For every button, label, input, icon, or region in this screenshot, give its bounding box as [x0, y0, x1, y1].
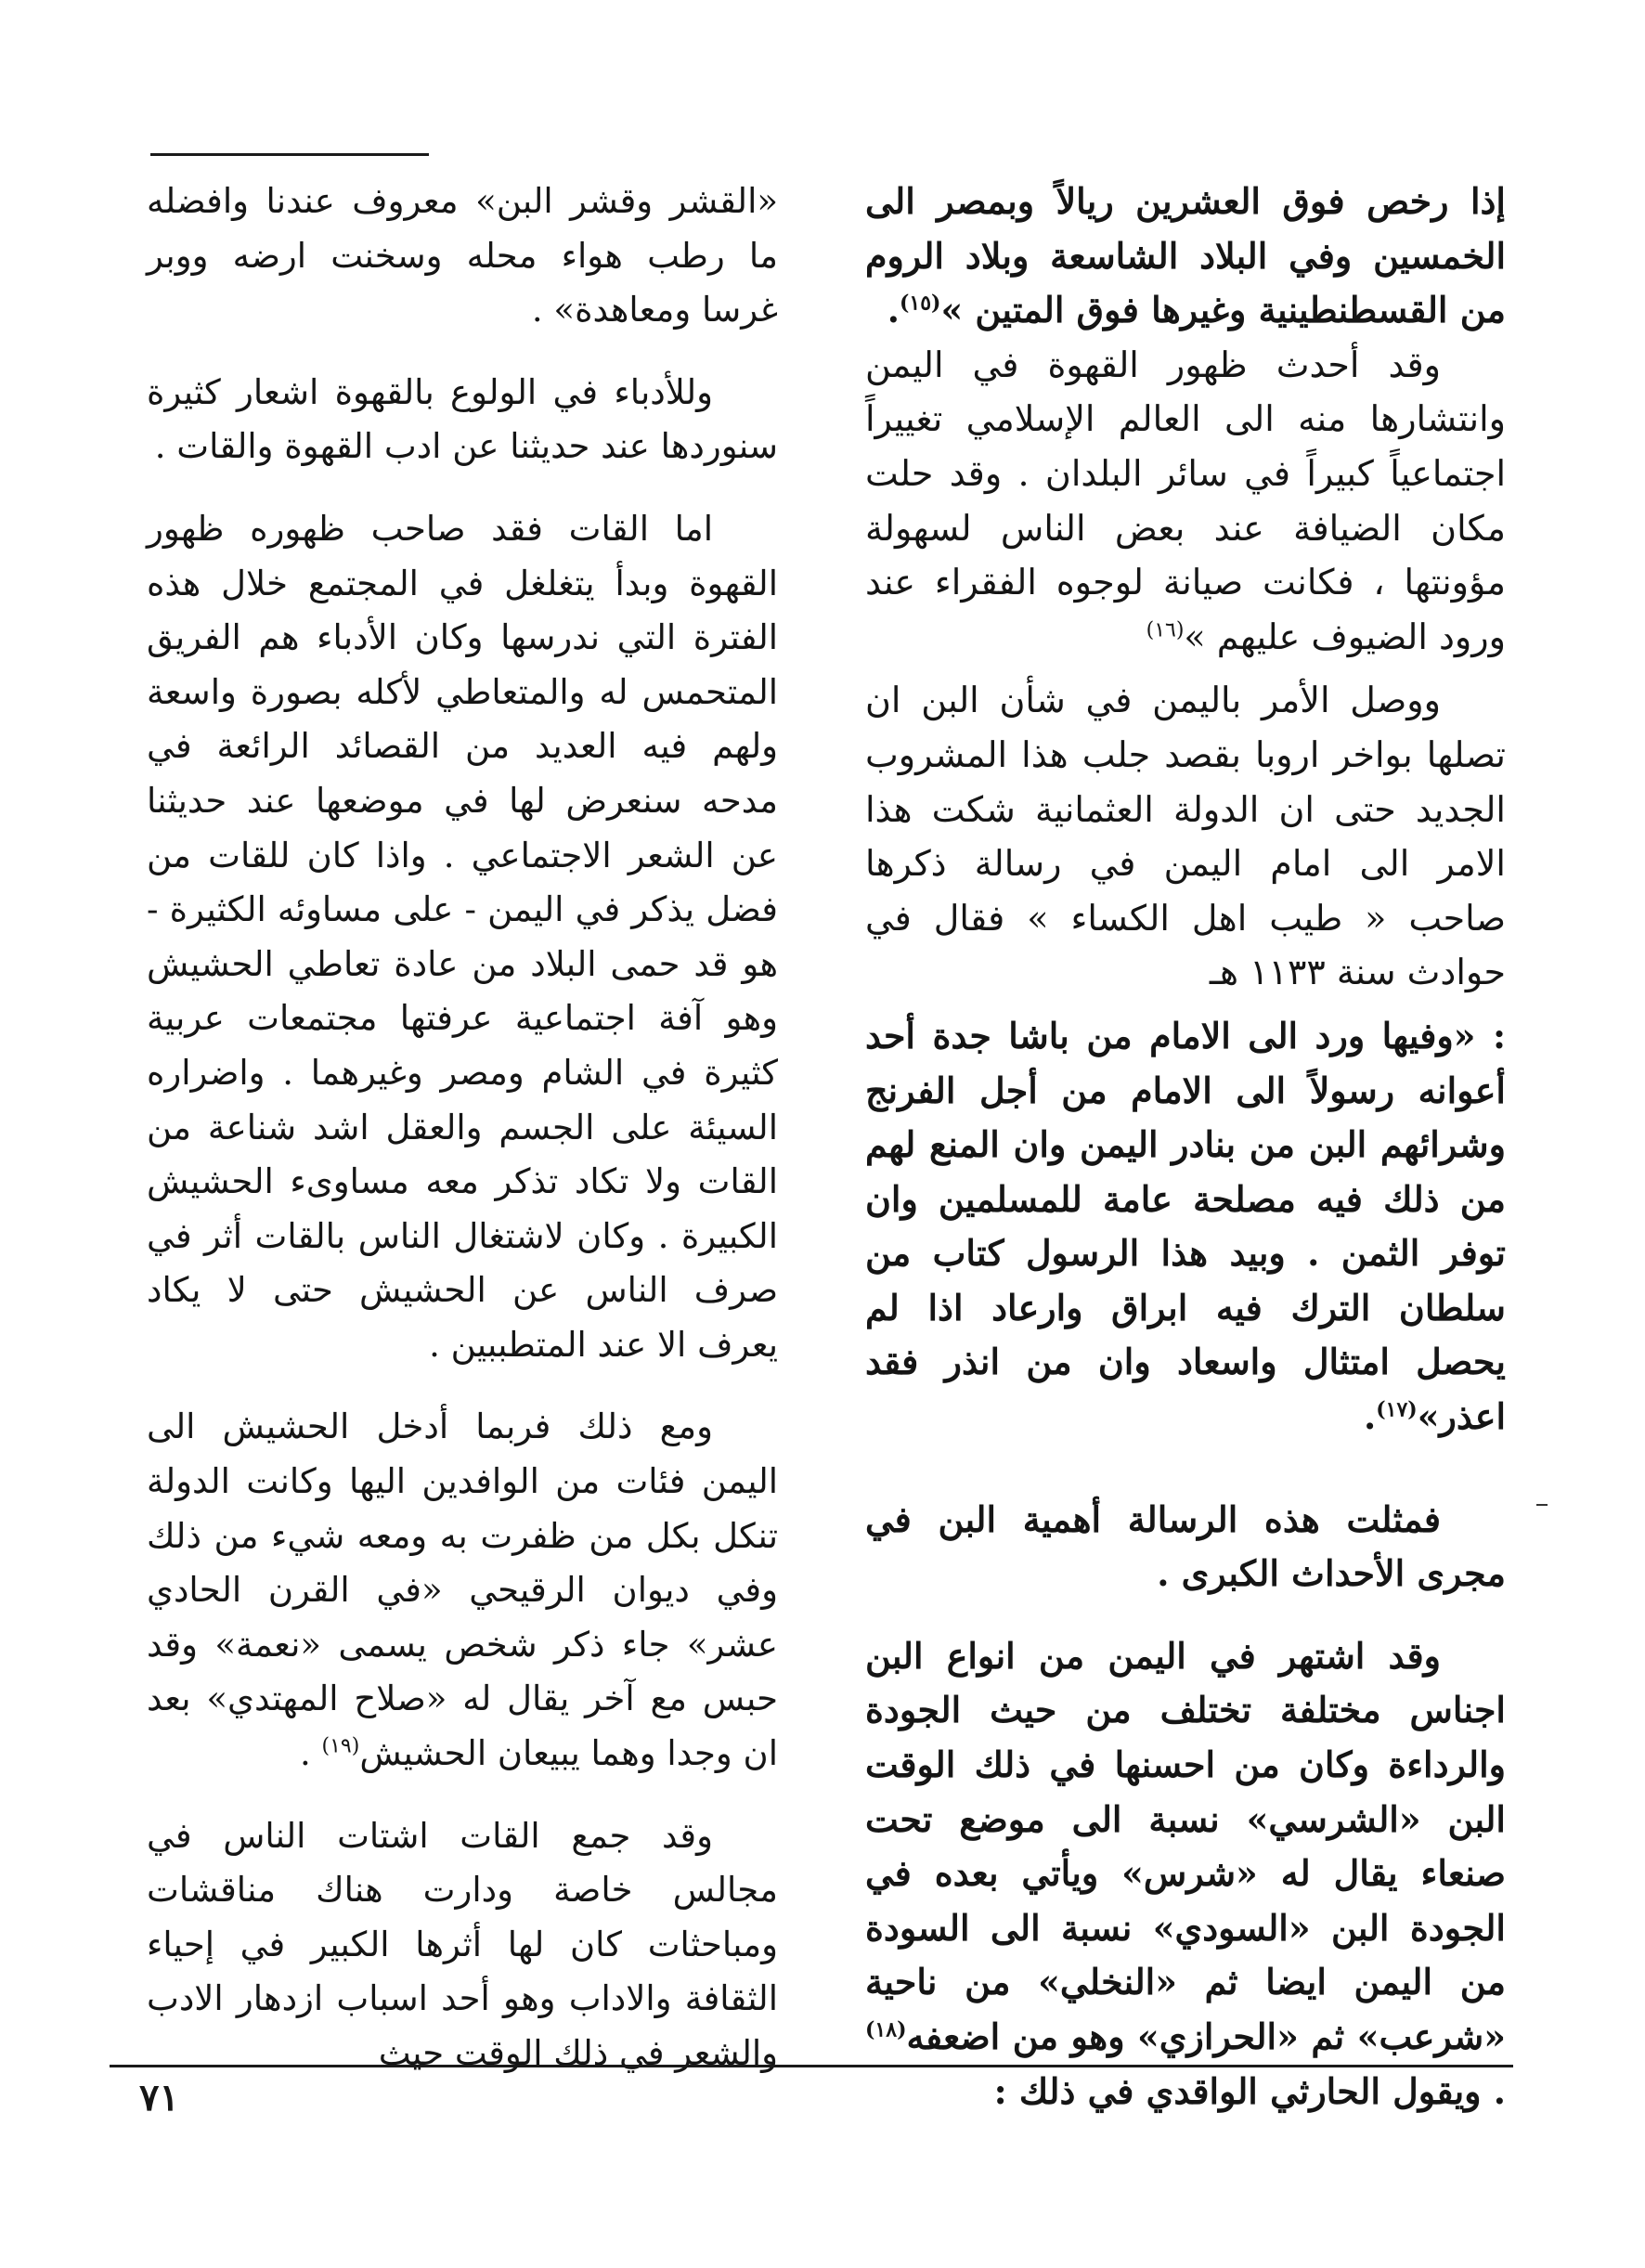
- page-number: ٧١: [139, 2076, 179, 2119]
- right-paragraph-1: إذا رخص فوق العشرين ريالاً وبمصر الى الخمسين وفي البلاد الشاسعة وبلاد الروم من القسطنطينية وغيرها فوق المتين »$^{(١٥)}$.: [865, 180, 1506, 331]
- right-paragraph-3: ووصل الأمر باليمن في شأن البن ان تصلها بواخر اروبا بقصد جلب هذا المشروب الجديد حتى ان الدولة العثمانية شكت هذا الامر الى امام اليمن في رسالة ذكرها صاحب « طيب اهل الكساء » فقال في حوادث سنة ١١٣٣ هـ: [865, 680, 1506, 993]
- top-rule: [150, 153, 429, 156]
- left-paragraph-5: وقد جمع القات اشتات الناس في مجالس خاصة ودارت هناك مناقشات ومباحثات كان لها أثرها الكبير في إحياء الثقافة والاداب وهو أحد اسباب ازدهار الادب والشعر في ذلك الوقت حيث: [147, 1815, 778, 2073]
- footnote-ref-15: (١٥): [899, 291, 941, 316]
- footnote-ref-19: (١٩): [321, 1734, 360, 1758]
- footnote-ref-17: (١٧): [1376, 1397, 1418, 1422]
- footnote-ref-18: (١٨): [865, 2017, 907, 2042]
- right-paragraph-4-quote: : «وفيها ورد الى الامام من باشا جدة أحد أعوانه رسولاً الى الامام من أجل الفرنج وشرائهم البن من بنادر اليمن وان المنع لهم من ذلك فيه مصلحة عامة للمسلمين وان توفر الثمن . وبيد هذا الرسول كتاب من سلطان الترك فيه ابراق وارعاد اذا لم يحصل امتثال واسعاد وان من انذر فقد اعذر»$^{(١٧)}$.: [865, 1014, 1506, 1438]
- left-paragraph-1: «القشر وقشر البن» معروف عندنا وافضله ما رطب هواء محله وسخنت ارضه ووبر غرسا ومعاهدة» .: [147, 181, 778, 330]
- left-column: [147, 175, 778, 2081]
- left-paragraph-3: اما القات فقد صاحب ظهوره ظهور القهوة وبدأ يتغلغل في المجتمع خلال هذه الفترة التي ندرسها وكان الأدباء هم الفريق المتحمس له والمتعاطي لأكله بصورة واسعة ولهم فيه العديد من القصائد الرائعة في مدحه سنعرض لها في موضعها عند حديثنا عن الشعر الاجتماعي . واذا كان للقات من فضل يذكر في اليمن - على مساوئه الكثيرة - هو قد حمى البلاد من عادة تعاطي الحشيش وهو آفة اجتماعية عرفتها مجتمعات عربية كثيرة في الشام ومصر وغيرهما . واضراره السيئة على الجسم والعقل اشد شناعة من القات ولا تكاد تذكر معه مساوىء الحشيش الكبيرة . وكان لاشتغال الناس بالقات أثر في صرف الناس عن الحشيش حتى لا يكاد يعرف الا عند المتطببين .: [147, 508, 778, 1365]
- footnote-ref-16: (١٦): [1146, 618, 1185, 642]
- left-paragraph-2: وللأدباء في الولوع بالقهوة اشعار كثيرة سنوردها عند حديثنا عن ادب القهوة والقات .: [147, 371, 778, 467]
- right-paragraph-5: فمثلت هذه الرسالة أهمية البن في مجرى الأحداث الكبرى .: [865, 1497, 1506, 1595]
- margin-mark: [1536, 1504, 1548, 1506]
- bottom-rule: [110, 2065, 1513, 2067]
- right-column: [865, 175, 1506, 2119]
- left-paragraph-4: ومع ذلك فربما أدخل الحشيش الى اليمن فئات من الوافدين اليها وكانت الدولة تنكل بكل من ظفرت به ومعه شيء من ذلك وفي ديوان الرقيحي «في القرن الحادي عشر» جاء ذكر شخص يسمى «نعمة» وقد حبس مع آخر يقال له «صلاح المهتدي» بعد ان وجدا وهما يبيعان الحشيش$^{(١٩)}$ .: [147, 1406, 778, 1774]
- right-paragraph-6: وقد اشتهر في اليمن من انواع البن اجناس مختلفة تختلف من حيث الجودة والرداءة وكان من احسنها في ذلك الوقت البن «الشرسي» نسبة الى موضع تحت صنعاء يقال له «شرس» ويأتي بعده في الجودة البن «السودي» نسبة الى السودة من اليمن ايضا ثم «النخلي» من ناحية «شرعب» ثم «الحرازي» وهو من اضعفه$^{(١٨)}$ . ويقول الحارثي الواقدي في ذلك :: [865, 1634, 1506, 2112]
- right-paragraph-2: وقد أحدث ظهور القهوة في اليمن وانتشارها منه الى العالم الإسلامي تغييراً اجتماعياً كبيراً في سائر البلدان . وقد حلت مكان الضيافة عند بعض الناس لسهولة مؤونتها ، فكانت صيانة لوجوه الفقراء عند ورود الضيوف عليهم »$^{(١٦)}$: [865, 343, 1506, 657]
